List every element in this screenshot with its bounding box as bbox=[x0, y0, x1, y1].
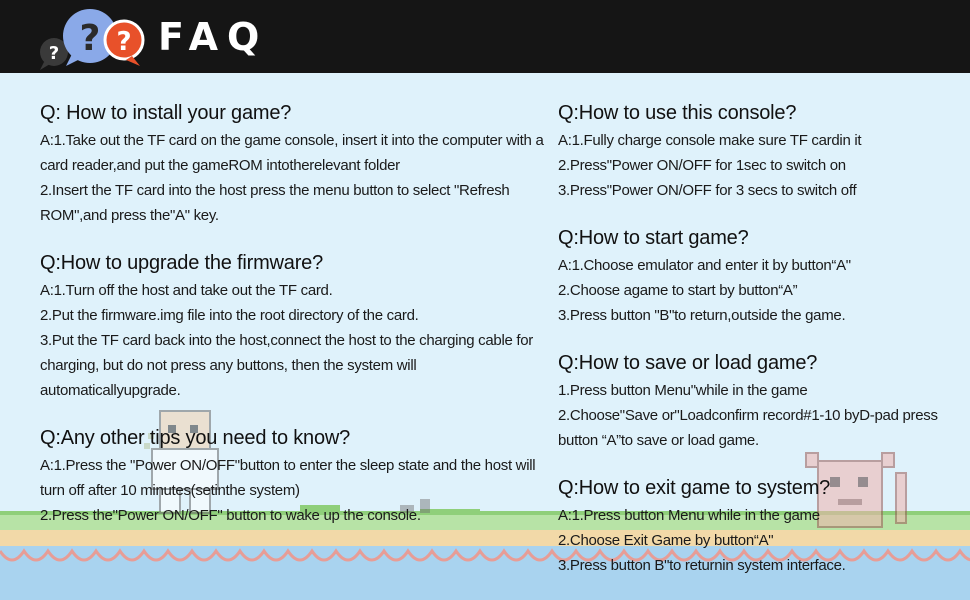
svg-text:?: ? bbox=[116, 27, 132, 57]
faq-item-exit-game bbox=[558, 473, 970, 578]
faq-answer-line: 2.Choose agame to start by button“A” bbox=[558, 282, 798, 299]
faq-answer-line: A:1.Turn off the host and take out the TF card. bbox=[40, 282, 333, 299]
svg-text:?: ? bbox=[48, 43, 60, 64]
faq-answer-line: 3.Put the TF card back into the host,connect the host to the charging cable for charging, but do not press any buttons, then the system will automaticallyupgrade. bbox=[40, 332, 534, 399]
header-bar bbox=[0, 0, 970, 73]
faq-column-right bbox=[558, 98, 970, 578]
faq-item-start-game bbox=[558, 223, 970, 328]
faq-answer-line: 1.Press button Menu"while in the game bbox=[558, 382, 808, 399]
faq-item-upgrade bbox=[40, 248, 550, 403]
faq-question: Q:How to use this console? bbox=[558, 102, 797, 124]
faq-column-left bbox=[40, 98, 550, 528]
faq-item-save-load bbox=[558, 348, 970, 453]
faq-question: Q:How to start game? bbox=[558, 227, 749, 249]
faq-answer-line: 2.Insert the TF card into the host press the menu button to select "Refresh ROM",and press the"A" key. bbox=[40, 182, 510, 224]
faq-answer-line: 2.Choose Exit Game by button“A" bbox=[558, 532, 774, 549]
faq-answer-line: 3.Press button B"to returnin system interface. bbox=[558, 557, 846, 574]
faq-item-use-console bbox=[558, 98, 970, 203]
faq-question: Q:Any other tips you need to know? bbox=[40, 427, 351, 449]
faq-answer-line: A:1.Choose emulator and enter it by button“A" bbox=[558, 257, 851, 274]
speech-bubble-question-icon bbox=[36, 4, 148, 70]
faq-answer-line: 2.Press"Power ON/OFF for 1sec to switch on bbox=[558, 157, 846, 174]
faq-answer-line: 2.Choose"Save or"Loadconfirm record#1-10 byD-pad press button “A”to save or load game. bbox=[558, 407, 938, 449]
page-title: FAQ bbox=[158, 15, 269, 59]
faq-question: Q: How to install your game? bbox=[40, 102, 292, 124]
faq-answer-line: A:1.Press the "Power ON/OFF"button to enter the sleep state and the host will turn off after 10 minutes(setinthe system) bbox=[40, 457, 536, 499]
faq-answer-line: 3.Press"Power ON/OFF for 3 secs to switch off bbox=[558, 182, 857, 199]
faq-question: Q:How to upgrade the firmware? bbox=[40, 252, 324, 274]
faq-answer-line: 2.Press the"Power ON/OFF" button to wake up the console. bbox=[40, 507, 421, 524]
faq-answer-line: A:1.Fully charge console make sure TF cardin it bbox=[558, 132, 862, 149]
faq-answer-line: A:1.Take out the TF card on the game console, insert it into the computer with a card reader,and put the gameROM intotherelevant folder bbox=[40, 132, 544, 174]
faq-answer-line: A:1.Press button Menu while in the game bbox=[558, 507, 820, 524]
faq-item-install bbox=[40, 98, 550, 228]
faq-answer-line: 2.Put the firmware.img file into the root directory of the card. bbox=[40, 307, 419, 324]
faq-question: Q:How to save or load game? bbox=[558, 352, 818, 374]
faq-answer-line: 3.Press button "B"to return,outside the game. bbox=[558, 307, 846, 324]
faq-item-tips bbox=[40, 423, 550, 528]
faq-question: Q:How to exit game to system? bbox=[558, 477, 831, 499]
svg-text:?: ? bbox=[79, 18, 101, 59]
